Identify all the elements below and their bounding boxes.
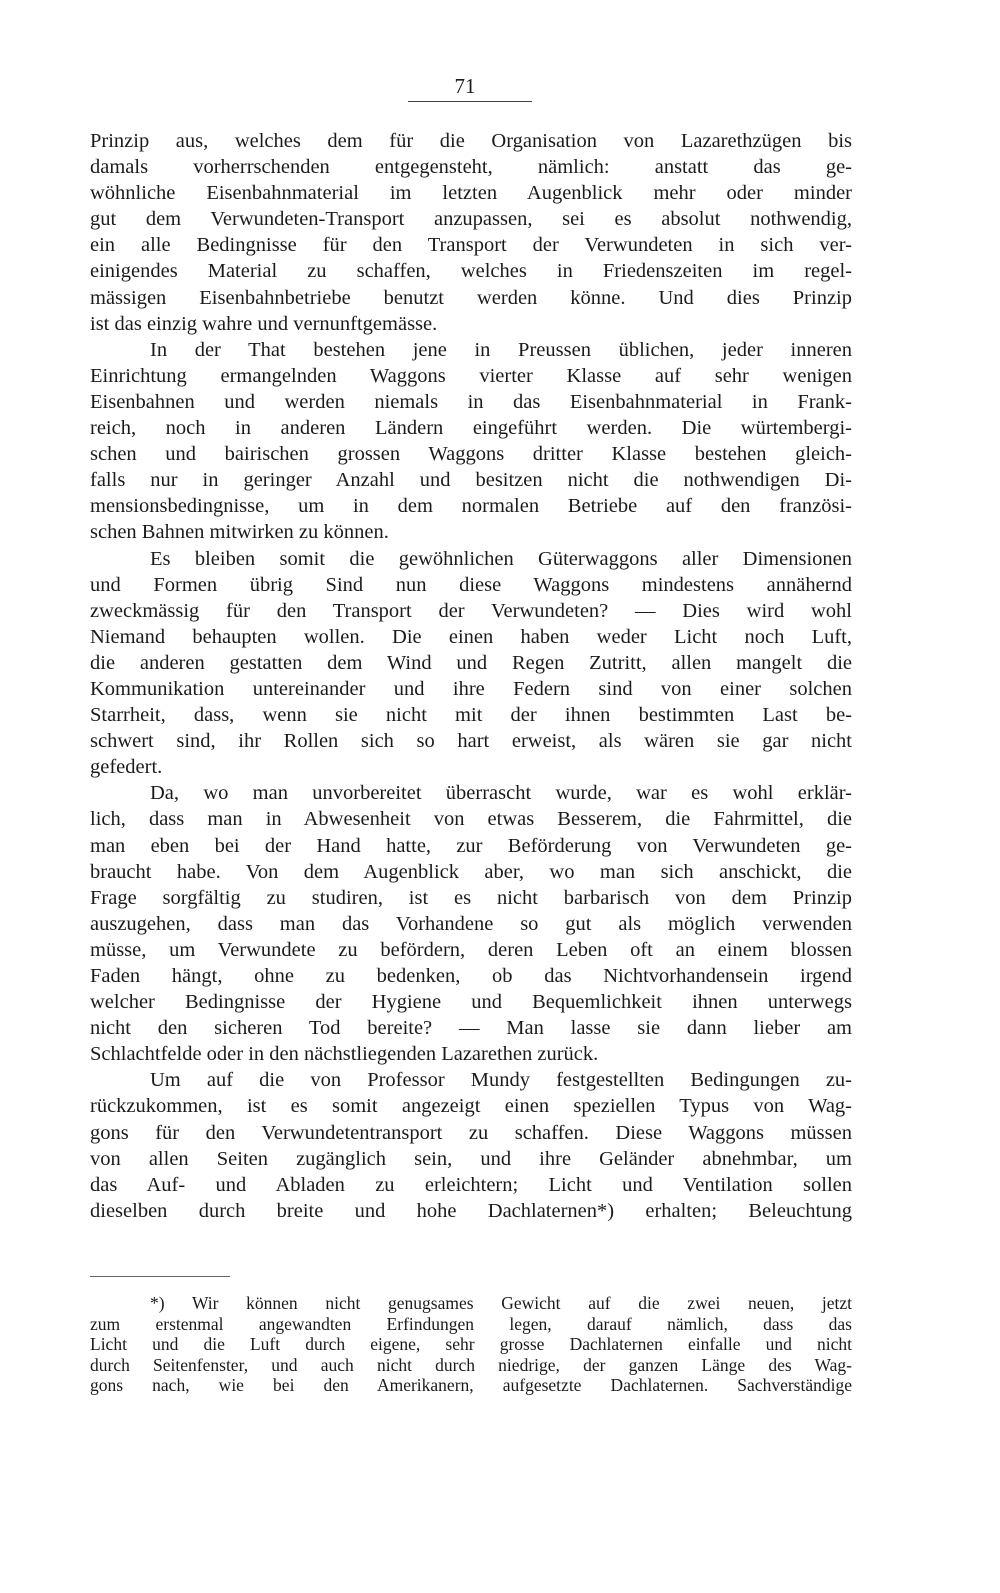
text-line: gefedert. (90, 756, 163, 779)
footnote-line: gons nach, wie bei den Amerikanern, aufgesetzte Dachlaternen. Sachverständige (90, 1375, 852, 1396)
text-line: schen Bahnen mitwirken zu können. (90, 521, 389, 544)
text-line: Kommunikation untereinander und ihre Federn sind von einer solchen (90, 677, 852, 700)
text-line: gons für den Verwundetentransport zu schaffen. Diese Waggons müssen (90, 1121, 852, 1144)
text-line: welcher Bedingnisse der Hygiene und Bequemlichkeit ihnen unterwegs (90, 991, 852, 1014)
text-line: Es bleiben somit die gewöhnlichen Güterwaggons aller Dimensionen (150, 547, 852, 570)
text-line: das Auf- und Abladen zu erleichtern; Licht und Ventilation sollen (90, 1173, 852, 1196)
text-line: schen und bairischen grossen Waggons dritter Klasse bestehen gleich- (90, 443, 852, 466)
text-line: mensionsbedingnisse, um in dem normalen Betriebe auf den französi- (90, 495, 852, 518)
body-text (90, 128, 852, 1224)
text-line: rückzukommen, ist es somit angezeigt einen speziellen Typus von Wag- (90, 1095, 852, 1118)
text-line: ein alle Bedingnisse für den Transport der Verwundeten in sich ver- (90, 234, 852, 257)
text-line: schwert sind, ihr Rollen sich so hart erweist, als wären sie gar nicht (90, 730, 852, 753)
text-line: Einrichtung ermangelnden Waggons vierter Klasse auf sehr wenigen (90, 364, 852, 387)
text-line: In der That bestehen jene in Preussen üblichen, jeder inneren (150, 338, 852, 361)
footnote-line: Licht und die Luft durch eigene, sehr grosse Dachlaternen einfalle und nicht (90, 1334, 852, 1355)
text-line: die anderen gestatten dem Wind und Regen Zutritt, allen mangelt die (90, 651, 852, 674)
text-line: nicht den sicheren Tod bereite? — Man lasse sie dann lieber am (90, 1017, 852, 1040)
text-line: müsse, um Verwundete zu befördern, deren Leben oft an einem blossen (90, 938, 852, 961)
footnote-line: zum erstenmal angewandten Erfindungen legen, darauf nämlich, dass das (90, 1313, 852, 1334)
footnote-text (90, 1293, 852, 1396)
header-rule (408, 101, 532, 102)
text-line: Frage sorgfältig zu studiren, ist es nicht barbarisch von dem Prinzip (90, 886, 852, 909)
text-line: Da, wo man unvorbereitet überrascht wurde, war es wohl erklär- (150, 782, 852, 805)
text-line: wöhnliche Eisenbahnmaterial im letzten Augenblick mehr oder minder (90, 182, 852, 205)
text-line: zweckmässig für den Transport der Verwundeten? — Dies wird wohl (90, 599, 852, 622)
text-line: auszugehen, dass man das Vorhandene so gut als möglich verwenden (90, 912, 852, 935)
text-line: dieselben durch breite und hohe Dachlaternen*) erhalten; Beleuchtung (90, 1199, 852, 1222)
text-line: falls nur in geringer Anzahl und besitzen nicht die nothwendigen Di- (90, 469, 852, 492)
text-line: von allen Seiten zugänglich sein, und ihre Geländer abnehmbar, um (90, 1147, 852, 1170)
text-line: gut dem Verwundeten-Transport anzupassen, sei es absolut nothwendig, (90, 208, 852, 231)
text-line: Prinzip aus, welches dem für die Organisation von Lazarethzügen bis (90, 130, 852, 152)
text-line: damals vorherrschenden entgegensteht, nämlich: anstatt das ge- (90, 156, 852, 179)
page-number: 71 (454, 74, 476, 98)
text-line: einigendes Material zu schaffen, welches in Friedenszeiten im regel- (90, 260, 852, 283)
footnote-line: durch Seitenfenster, und auch nicht durch niedrige, der ganzen Länge des Wag- (90, 1354, 852, 1375)
text-line: reich, noch in anderen Ländern eingeführt werden. Die würtembergi- (90, 417, 852, 440)
text-line: ist das einzig wahre und vernunftgemässe. (90, 312, 438, 335)
text-line: Um auf die von Professor Mundy festgestellten Bedingungen zu- (150, 1069, 852, 1092)
text-line: Eisenbahnen und werden niemals in das Eisenbahnmaterial in Frank- (90, 390, 852, 413)
text-line: und Formen übrig Sind nun diese Waggons mindestens annähernd (90, 573, 852, 596)
footnote-rule (90, 1276, 230, 1277)
text-line: Faden hängt, ohne zu bedenken, ob das Nichtvorhandensein irgend (90, 965, 852, 987)
text-line: man eben bei der Hand hatte, zur Beförderung von Verwundeten ge- (90, 834, 852, 857)
text-line: mässigen Eisenbahnbetriebe benutzt werden könne. Und dies Prinzip (90, 286, 852, 309)
text-line: Starrheit, dass, wenn sie nicht mit der ihnen bestimmten Last be- (90, 704, 852, 727)
text-line: Niemand behaupten wollen. Die einen haben weder Licht noch Luft, (90, 625, 852, 648)
text-line: Schlachtfelde oder in den nächstliegenden Lazarethen zurück. (90, 1043, 599, 1066)
footnote-line: *) Wir können nicht genugsames Gewicht auf die zwei neuen, jetzt (150, 1293, 852, 1313)
text-line: lich, dass man in Abwesenheit von etwas Besserem, die Fahrmittel, die (90, 808, 852, 831)
text-line: braucht habe. Von dem Augenblick aber, wo man sich anschickt, die (90, 860, 852, 883)
